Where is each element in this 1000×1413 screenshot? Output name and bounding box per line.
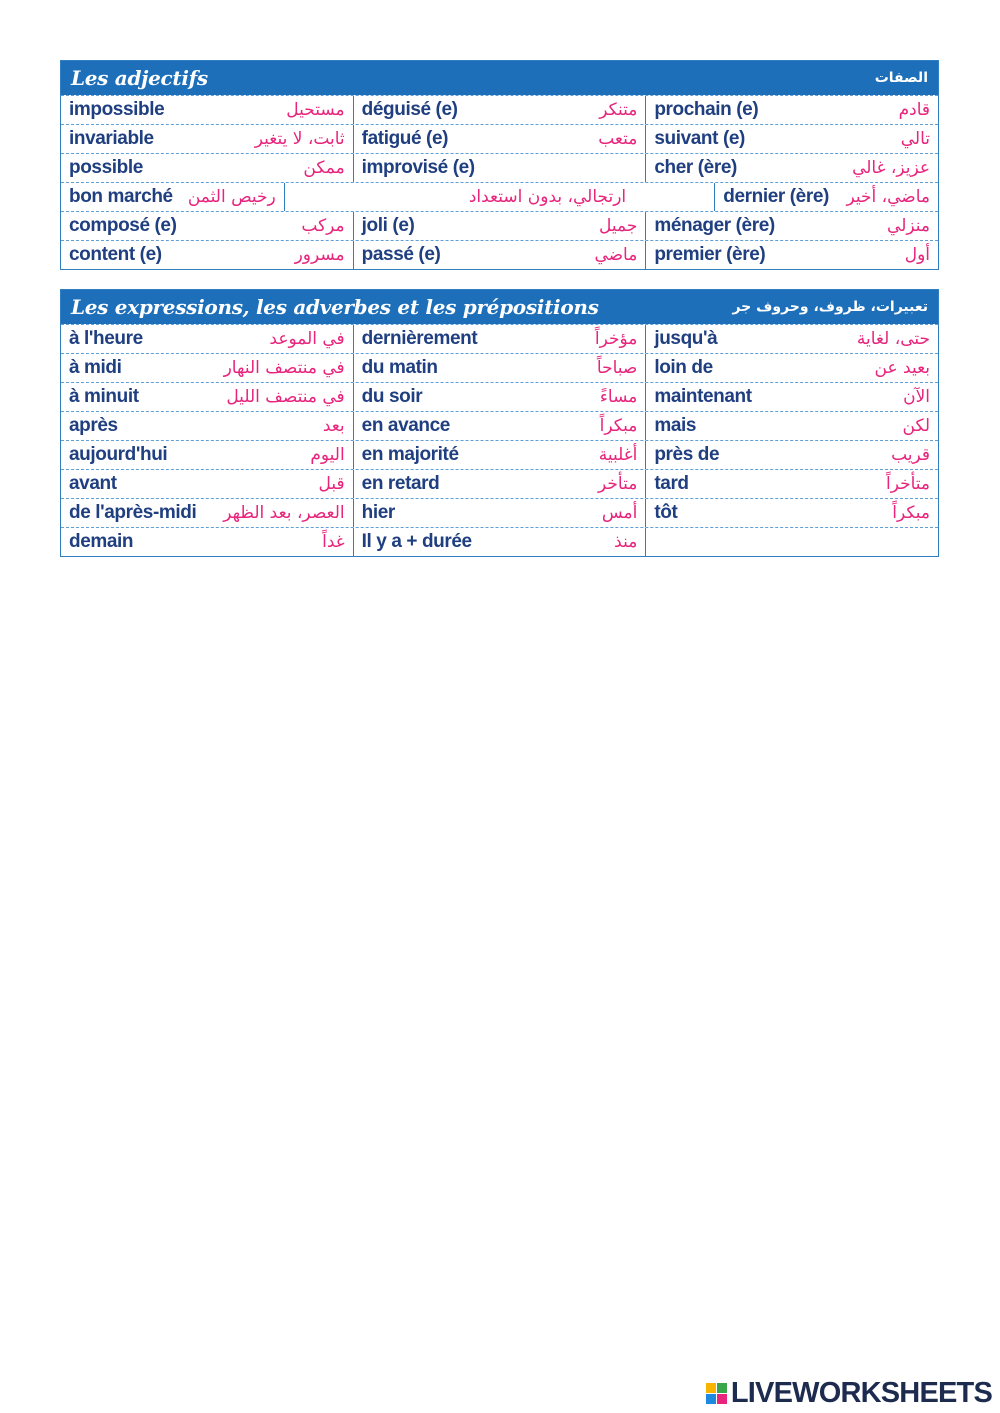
arabic-translation: مبكراً xyxy=(892,503,931,523)
vocab-cell xyxy=(353,470,646,498)
logo-square-1 xyxy=(706,1383,716,1393)
french-word: content (e) xyxy=(69,244,162,265)
logo-square-2 xyxy=(717,1383,727,1393)
table-row xyxy=(61,95,938,124)
arabic-translation: الآن xyxy=(903,387,931,407)
french-word: loin de xyxy=(654,357,713,378)
french-word: ménager (ère) xyxy=(654,215,775,236)
vocab-cell xyxy=(61,325,353,353)
table-row xyxy=(61,211,938,240)
french-word: jusqu'à xyxy=(654,328,718,349)
table-row xyxy=(61,240,938,269)
logo-square-3 xyxy=(706,1394,716,1404)
arabic-translation: متأخراً xyxy=(885,474,931,494)
french-word: en majorité xyxy=(361,444,459,465)
arabic-translation: منزلي xyxy=(887,216,931,236)
table-row xyxy=(61,469,938,498)
arabic-translation: قبل xyxy=(318,474,345,494)
french-word: bon marché xyxy=(69,186,173,207)
arabic-translation: في منتصف النهار xyxy=(223,358,345,378)
arabic-translation: متنكر xyxy=(599,100,638,120)
french-word: prochain (e) xyxy=(654,99,759,120)
vocab-cell xyxy=(353,96,646,124)
french-word: impossible xyxy=(69,99,165,120)
vocab-cell xyxy=(353,154,646,182)
vocab-cell xyxy=(353,528,646,556)
liveworksheets-logo-text: LIVEWORKSHEETS xyxy=(730,1376,992,1409)
liveworksheets-logo[interactable] xyxy=(706,1378,992,1408)
arabic-translation: بعد xyxy=(322,416,345,436)
arabic-translation: متعب xyxy=(598,129,638,149)
arabic-translation: متأخر xyxy=(598,474,638,494)
vocab-cell xyxy=(353,441,646,469)
french-word: fatigué (e) xyxy=(361,128,449,149)
arabic-translation: لكن xyxy=(902,416,931,436)
french-word: demain xyxy=(69,531,134,552)
french-word: suivant (e) xyxy=(654,128,745,149)
vocab-cell xyxy=(714,183,938,211)
french-word: après xyxy=(69,415,118,436)
arabic-translation: قريب xyxy=(891,445,931,465)
french-word: hier xyxy=(361,502,395,523)
adjectives-table xyxy=(60,60,939,270)
vocab-cell xyxy=(61,383,353,411)
arabic-translation: أول xyxy=(904,245,931,265)
vocab-cell xyxy=(353,354,646,382)
french-word: avant xyxy=(69,473,117,494)
arabic-translation: ماضي، أخير xyxy=(846,187,930,207)
arabic-translation: أغلبية xyxy=(598,445,638,465)
adjectives-title-fr: Les adjectifs xyxy=(71,66,208,90)
vocab-cell xyxy=(353,383,646,411)
vocab-cell xyxy=(284,183,715,211)
french-word: cher (ère) xyxy=(654,157,737,178)
french-word: de l'après-midi xyxy=(69,502,197,523)
vocab-cell-empty xyxy=(645,528,938,556)
vocab-cell xyxy=(645,499,938,527)
adjectives-title-ar: الصفات xyxy=(874,70,928,86)
french-word: à l'heure xyxy=(69,328,143,349)
french-word: en retard xyxy=(361,473,440,494)
vocab-cell xyxy=(61,441,353,469)
vocab-cell xyxy=(353,212,646,240)
vocab-cell xyxy=(645,470,938,498)
arabic-translation: في الموعد xyxy=(269,329,345,349)
arabic-translation: مبكراً xyxy=(599,416,638,436)
vocab-cell xyxy=(645,241,938,269)
vocab-cell xyxy=(645,325,938,353)
vocab-cell xyxy=(61,241,353,269)
french-word: mais xyxy=(654,415,697,436)
arabic-translation: رخيص الثمن xyxy=(187,187,276,207)
vocab-cell xyxy=(61,354,353,382)
table-row xyxy=(61,124,938,153)
arabic-translation: قادم xyxy=(898,100,931,120)
arabic-translation: أمس xyxy=(601,503,638,523)
french-word: premier (ère) xyxy=(654,244,766,265)
arabic-translation: في منتصف الليل xyxy=(226,387,345,407)
vocab-cell xyxy=(61,412,353,440)
table-row xyxy=(61,153,938,182)
vocab-cell xyxy=(61,499,353,527)
expressions-table xyxy=(60,289,939,557)
vocab-cell xyxy=(353,125,646,153)
french-word: maintenant xyxy=(654,386,752,407)
arabic-translation: حتى، لغاية xyxy=(856,329,931,349)
french-word: tôt xyxy=(654,502,678,523)
french-word: possible xyxy=(69,157,143,178)
arabic-translation: ممكن xyxy=(303,158,345,178)
french-word: composé (e) xyxy=(69,215,177,236)
french-word: déguisé (e) xyxy=(361,99,458,120)
expressions-header xyxy=(61,290,938,324)
expressions-title-ar: تعبيرات، ظروف، وحروف جر xyxy=(732,299,928,315)
french-word: à midi xyxy=(69,357,122,378)
french-word: improvisé (e) xyxy=(361,157,475,178)
vocab-cell xyxy=(353,412,646,440)
vocab-cell xyxy=(645,441,938,469)
arabic-translation: ارتجالي، بدون استعداد xyxy=(468,187,627,207)
arabic-translation: جميل xyxy=(599,216,638,236)
vocab-cell xyxy=(645,383,938,411)
table-row xyxy=(61,411,938,440)
arabic-translation: غداً xyxy=(322,532,345,552)
table-row xyxy=(61,527,938,556)
table-row xyxy=(61,498,938,527)
french-word: dernièrement xyxy=(361,328,478,349)
french-word: aujourd'hui xyxy=(69,444,168,465)
french-word: Il y a + durée xyxy=(361,531,472,552)
vocab-cell xyxy=(61,470,353,498)
french-word: près de xyxy=(654,444,720,465)
arabic-translation: مسرور xyxy=(294,245,345,265)
table-row xyxy=(61,440,938,469)
arabic-translation: تالي xyxy=(900,129,931,149)
arabic-translation: مركب xyxy=(301,216,345,236)
french-word: passé (e) xyxy=(361,244,441,265)
vocab-cell xyxy=(61,183,284,211)
vocab-cell xyxy=(353,241,646,269)
arabic-translation: مساءً xyxy=(599,387,638,407)
vocab-cell xyxy=(645,354,938,382)
vocab-cell xyxy=(61,96,353,124)
arabic-translation: مؤخراً xyxy=(594,329,638,349)
vocab-cell xyxy=(645,412,938,440)
adjectives-header xyxy=(61,61,938,95)
liveworksheets-logo-icon xyxy=(706,1383,727,1404)
french-word: joli (e) xyxy=(361,215,415,236)
french-word: invariable xyxy=(69,128,154,149)
vocab-cell xyxy=(61,154,353,182)
table-row xyxy=(61,324,938,353)
arabic-translation: عزيز، غالي xyxy=(852,158,931,178)
vocab-cell xyxy=(645,125,938,153)
table-row xyxy=(61,182,938,211)
vocab-cell xyxy=(353,499,646,527)
table-row xyxy=(61,353,938,382)
vocab-cell xyxy=(61,125,353,153)
arabic-translation: مستحيل xyxy=(286,100,345,120)
french-word: à minuit xyxy=(69,386,139,407)
expressions-title-fr: Les expressions, les adverbes et les prépositions xyxy=(71,295,599,319)
french-word: tard xyxy=(654,473,689,494)
vocab-cell xyxy=(645,96,938,124)
vocab-cell xyxy=(61,528,353,556)
french-word: en avance xyxy=(361,415,450,436)
arabic-translation: ماضي xyxy=(594,245,638,265)
arabic-translation: منذ xyxy=(614,532,638,552)
french-word: dernier (ère) xyxy=(723,186,829,207)
vocab-cell xyxy=(645,212,938,240)
table-row xyxy=(61,382,938,411)
arabic-translation: اليوم xyxy=(310,445,345,465)
arabic-translation: ثابت، لا يتغير xyxy=(254,129,345,149)
french-word: du soir xyxy=(361,386,423,407)
arabic-translation: صباحاً xyxy=(596,358,638,378)
arabic-translation: بعيد عن xyxy=(874,358,931,378)
vocab-cell xyxy=(353,325,646,353)
vocab-cell xyxy=(61,212,353,240)
vocab-cell xyxy=(645,154,938,182)
logo-square-4 xyxy=(717,1394,727,1404)
arabic-translation: العصر، بعد الظهر xyxy=(223,503,345,523)
french-word: du matin xyxy=(361,357,438,378)
